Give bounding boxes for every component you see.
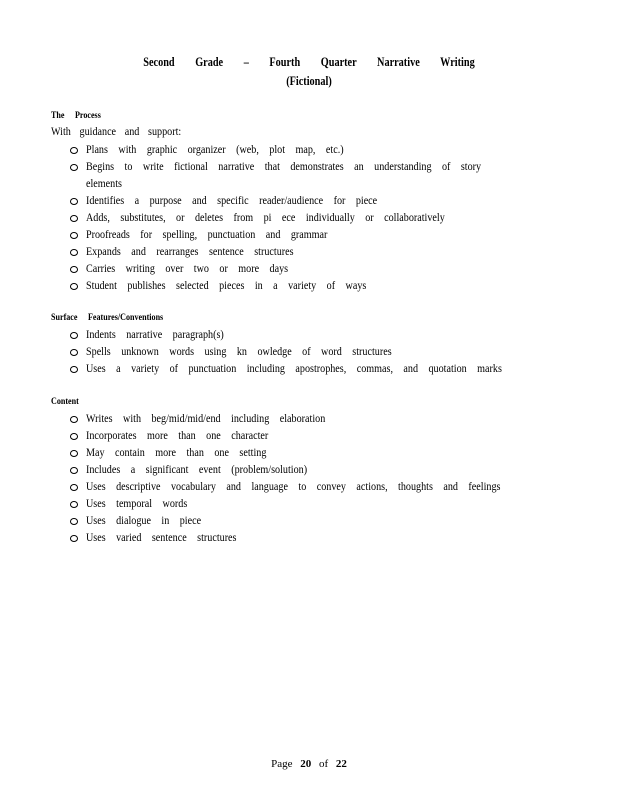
process-intro: With guidance and support: [51,126,182,138]
hollow-bullet-icon [70,416,78,423]
hollow-bullet-icon [70,366,78,373]
hollow-bullet-icon [70,518,78,525]
page-label: Page [271,758,293,770]
list-item: Carries writing over two or more days [66,261,546,278]
hollow-bullet-icon [70,332,78,339]
list-item: Proofreads for spelling, punctuation and grammar [66,227,546,244]
hollow-bullet-icon [70,433,78,440]
list-item: Uses dialogue in piece [66,513,546,530]
list-item: Uses a variety of punctuation including apostrophes, commas, and quotation marks [66,361,546,378]
hollow-bullet-icon [70,467,78,474]
list-item: Incorporates more than one character [66,428,546,445]
document-subtitle: (Fictional) [286,74,332,88]
page-number: 20 [300,758,312,770]
list-item: Indents narrative paragraph(s) [66,327,546,344]
surface-list [66,327,546,378]
hollow-bullet-icon [70,232,78,239]
list-item: Writes with beg/mid/mid/end including elaboration [66,411,546,428]
list-item: Plans with graphic organizer (web, plot map, etc.) [66,142,546,159]
hollow-bullet-icon [70,349,78,356]
list-item: Uses temporal words [66,496,546,513]
section-heading-content: Content [51,397,79,407]
list-item: Uses varied sentence structures [66,530,546,547]
hollow-bullet-icon [70,147,78,154]
hollow-bullet-icon [70,535,78,542]
process-list [66,142,546,295]
hollow-bullet-icon [70,450,78,457]
list-item: Begins to write fictional narrative that demonstrates an understanding of story elements [66,159,546,193]
hollow-bullet-icon [70,249,78,256]
hollow-bullet-icon [70,215,78,222]
content-list [66,411,546,547]
list-item: Uses descriptive vocabulary and language to convey actions, thoughts and feelings [66,479,546,496]
total-pages: 22 [335,758,347,770]
list-item: Adds, substitutes, or deletes from pi ece individually or collaboratively [66,210,546,227]
of-label: of [318,758,329,770]
hollow-bullet-icon [70,198,78,205]
hollow-bullet-icon [70,283,78,290]
list-item: Expands and rearranges sentence structures [66,244,546,261]
hollow-bullet-icon [70,501,78,508]
section-heading-surface: Surface Features/Conventions [51,313,164,323]
list-item: Identifies a purpose and specific reader/audience for piece [66,193,546,210]
page-footer [0,758,618,770]
list-item: Includes a significant event (problem/solution) [66,462,546,479]
document-title: Second Grade – Fourth Quarter Narrative Writing [143,55,475,69]
hollow-bullet-icon [70,484,78,491]
list-item: Student publishes selected pieces in a variety of ways [66,278,546,295]
hollow-bullet-icon [70,266,78,273]
list-item: Spells unknown words using kn owledge of word structures [66,344,546,361]
list-item: May contain more than one setting [66,445,546,462]
hollow-bullet-icon [70,164,78,171]
section-heading-process: The Process [51,111,101,121]
